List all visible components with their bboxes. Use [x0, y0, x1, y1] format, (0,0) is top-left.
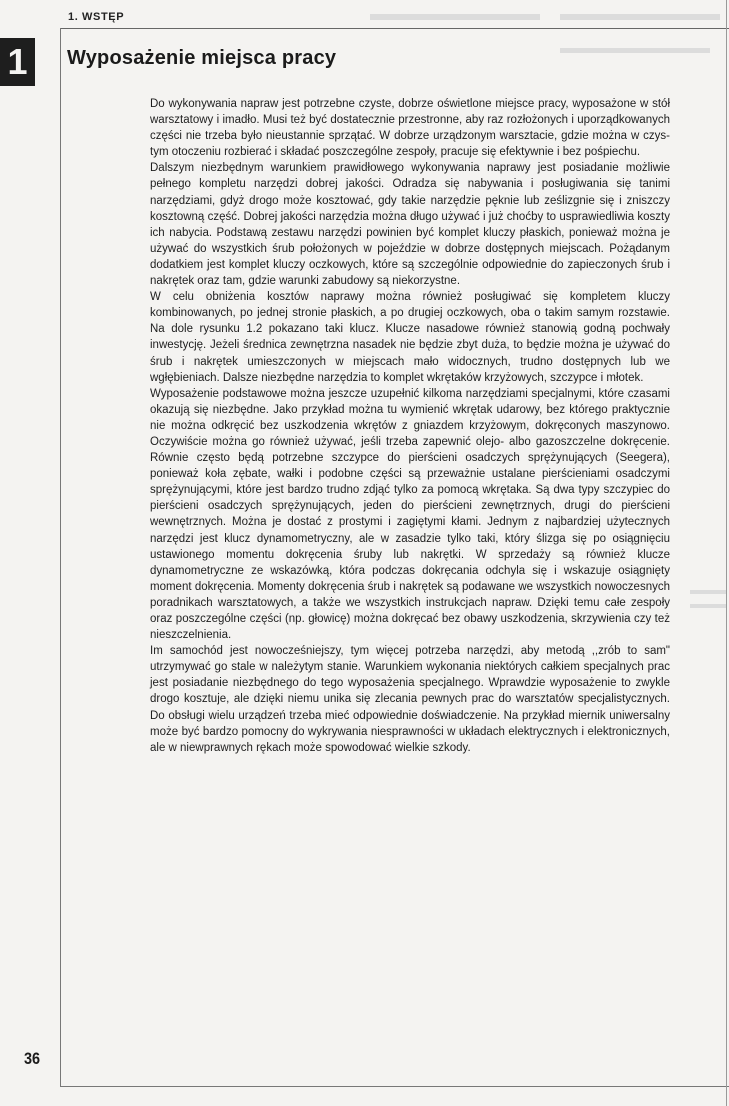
section-label: 1. WSTĘP — [68, 11, 125, 23]
bleed-through-mark — [690, 590, 726, 594]
page-title: Wyposażenie miejsca pracy — [67, 47, 337, 69]
bleed-through-mark — [560, 14, 720, 20]
page-edge-rule — [726, 0, 727, 1106]
header-rule — [60, 28, 729, 29]
bleed-through-mark — [560, 48, 710, 53]
paragraph: Do wykonywania napraw jest potrzebne czyste, dobrze oświetlone miejsce pracy, wyposażone w stół warsztatowy i imadło. Musi też być dostatecznie przestronne, aby raz rozłożonych i uporządkowanych części nie trzeba było nieustannie sprzątać. W dobrze urządzonym warsztacie, gdzie można w czystym otoczeniu rozbierać i składać poszczególne zespoły, pracuje się efektywnie i bez pośpiechu. — [150, 98, 670, 159]
paragraph: Dalszym niezbędnym warunkiem prawidłowego wykonywania naprawy jest posiadanie możliwie pełnego kompletu narzędzi dobrej jakości. Odradza się nabywania i posługiwania się tanimi narzędziami, gdyż drogo może kosztować, gdy takie narzędzie pęknie lub ześlizgnie się i zniszczy kosztowną część. Dobrej jakości narzędzia można długo używać i już choćby to usprawiedliwia koszty ich nabycia. Podstawą zestawu narzędzi powinien być komplet kluczy płaskich, ponieważ można je używać do wszystkich śrub położonych w pojeździe w dobrze dostępnych miejscach. Pożądanym dodatkiem jest komplet kluczy oczkowych, które są szczególnie odpowiednie do zapieczonych śrub i nakrętek oraz tam, gdzie warunki zabudowy są niekorzystne. — [150, 162, 670, 288]
body-text — [150, 96, 670, 756]
chapter-number: 1 — [7, 41, 28, 82]
margin-rule — [60, 28, 61, 1086]
chapter-tab — [0, 38, 35, 86]
footer-rule — [60, 1086, 729, 1087]
paragraph: Wyposażenie podstawowe można jeszcze uzupełnić kilkoma narzędziami specjalnymi, które czasami okazują się niezbędne. Jako przykład można tu wymienić wkrętak udarowy, bez którego praktycznie nie można odkręcić bez uszkodzenia wkrętów z gniazdem krzyżowym, dokręconych maszynowo. Oczywiście można go również używać, jeśli trzeba zapewnić olejo- albo gazoszczelne dokręcenie. Równie często będą potrzebne szczypce do pierścieni osadczych sprężynujących (Seegera), ponieważ koła zębate, wałki i podobne części są przeważnie ustalane pierścieniami osadczymi sprężynującymi, które jest bardzo trudno zdjąć tylko za pomocą wkrętaka. Są dwa typy szczypiec do pierścieni osadczych sprężynujących, jeden do pierścieni zewnętrznych, drugi do pierścieni wewnętrznych. Można je dostać z prostymi i zagiętymi kłami. Jednym z najbardziej użytecznych narzędzi jest klucz dynamometryczny, ale w zasadzie tylko taki, który ślizga się po osiągnięciu ustawionego momentu dokręcenia śruby lub nakrętki. W sprzedaży są również klucze dynamometryczne ze wskazówką, która podczas dokręcania odchyla się i wskazuje osiągnięty moment dokręcenia. Momenty dokręcenia śrub i nakrętek są podawane we wszystkich nowoczesnych poradnikach warsztatowych, a także we wszystkich instrukcjach napraw. Dzięki temu całe zespoły oraz poszczególne części (np. głowicę) można dokręcać bez obawy uszkodzenia, skrzywienia czy też nieszczelnienia. — [150, 387, 670, 642]
bleed-through-mark — [690, 604, 726, 608]
bleed-through-mark — [370, 14, 540, 20]
paragraph: Im samochód jest nowocześniejszy, tym więcej potrzeba narzędzi, aby metodą ,,zrób to sam" utrzymywać go stale w należytym stanie. Warunkiem wykonania niektórych całkiem specjalnych prac jest posiadanie niezbędnego do tego wyposażenia specjalnego. Wprawdzie wyposażenie to zwykle drogo kosztuje, ale dzięki niemu unika się zlecania pewnych prac do warsztatów specjalistycznych. Do obsługi wielu urządzeń trzeba mieć odpowiednie doświadczenie. Na przykład miernik uniwersalny może być bardzo pomocny do wykrywania niesprawności w układach elektrycznych i elektronicznych, ale w niewprawnych rękach może spowodować wielkie szkody. — [150, 645, 670, 754]
page-number: 36 — [24, 1049, 41, 1068]
paragraph: W celu obniżenia kosztów naprawy można również posługiwać się kompletem kluczy kombinowanych, po jednej stronie płaskich, a po drugiej oczkowych, oba o takim samym rozstawie. Na dole rysunku 1.2 pokazano taki klucz. Klucze nasadowe również stanowią godną pochwały inwestycję. Jeżeli średnica zewnętrzna nasadek nie będzie zbyt duża, to będzie można je używać do śrub i nakrętek umieszczonych w miejscach mało widocznych, trudno dostępnych lub we wgłębieniach. Dalsze niezbędne narzędzia to komplet wkrętaków krzyżowych, szczypce i młotek. — [150, 291, 670, 384]
